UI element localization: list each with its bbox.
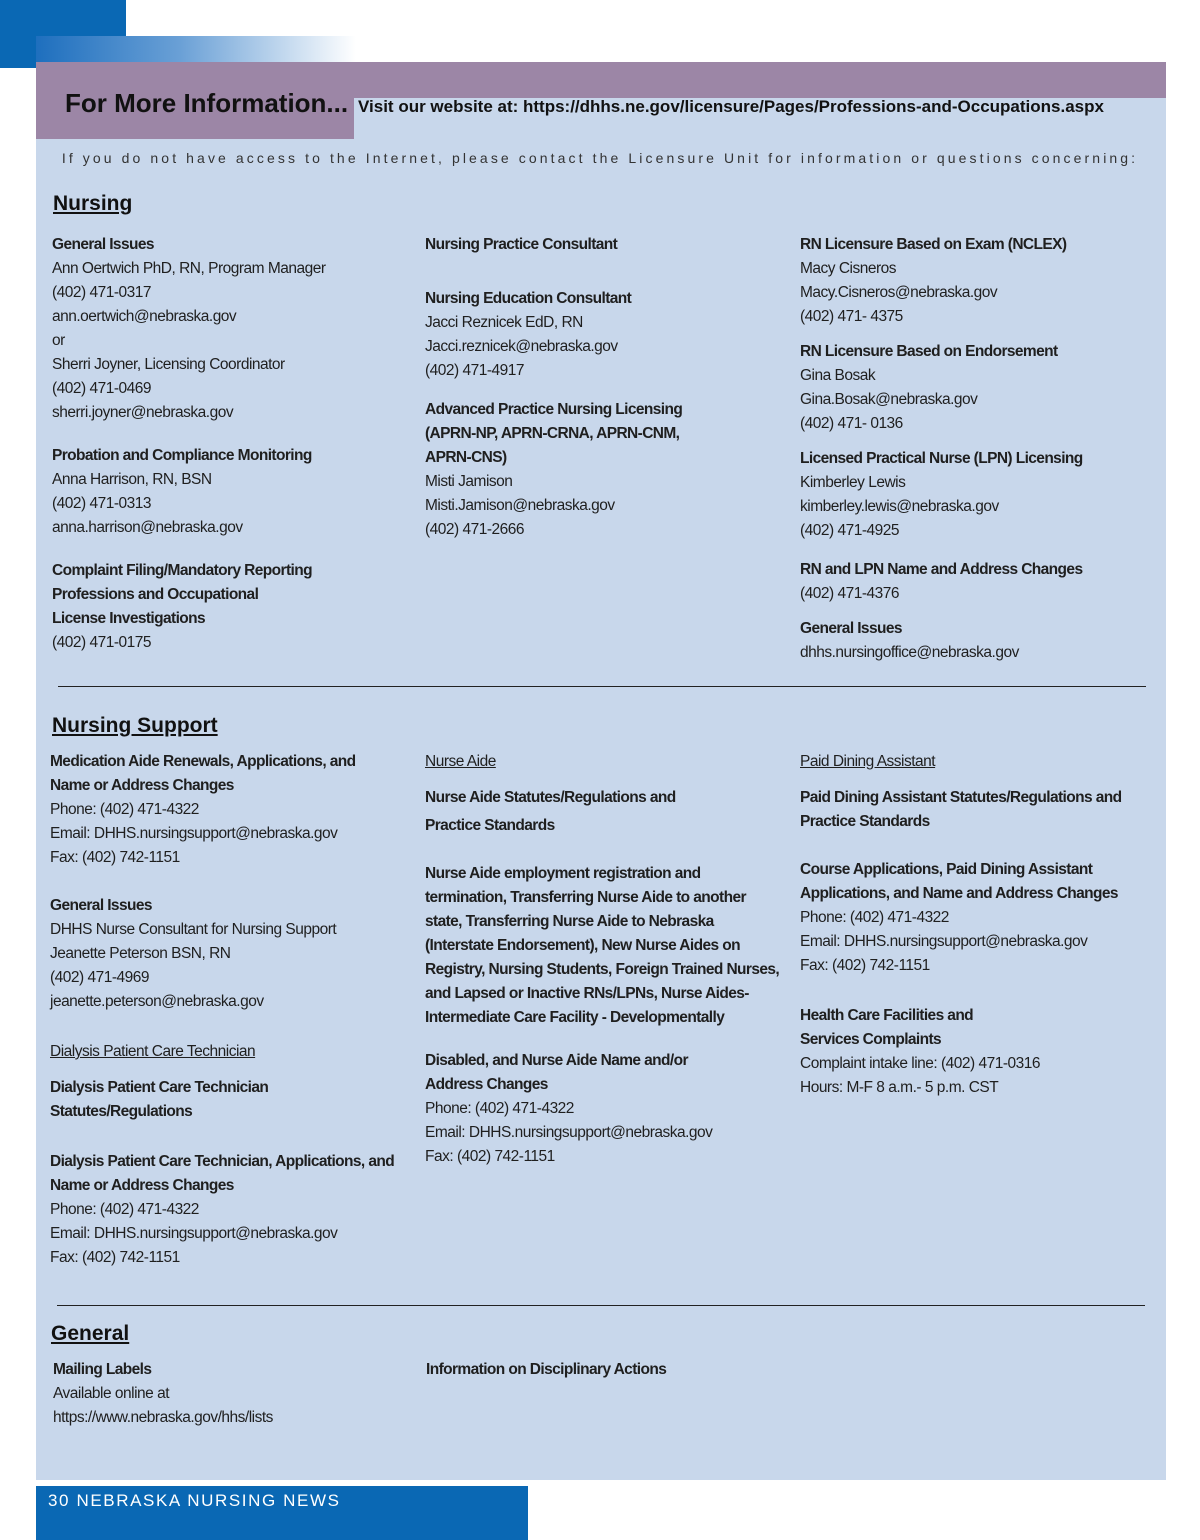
general-column-1 bbox=[53, 1358, 413, 1430]
contact-title: DHHS Nurse Consultant for Nursing Support bbox=[50, 921, 337, 938]
block-heading: Registry, Nursing Students, Foreign Trained Nurses, bbox=[425, 961, 780, 978]
block-heading: Applications, and Name and Address Changes bbox=[800, 885, 1118, 902]
contact-phone: Phone: (402) 471-4322 bbox=[50, 1201, 199, 1218]
office-hours: Hours: M-F 8 a.m.- 5 p.m. CST bbox=[800, 1079, 999, 1096]
contact-block-dialysis-statutes bbox=[50, 1076, 420, 1124]
contact-block-health-care-facilities bbox=[800, 1004, 1155, 1100]
general-column-2 bbox=[426, 1358, 786, 1382]
block-heading: Health Care Facilities and bbox=[800, 1007, 974, 1024]
block-heading: Address Changes bbox=[425, 1076, 548, 1093]
block-heading: General Issues bbox=[50, 897, 152, 914]
contact-email[interactable]: Email: DHHS.nursingsupport@nebraska.gov bbox=[800, 933, 1088, 950]
section-divider bbox=[58, 686, 1146, 687]
section-title-nursing: Nursing bbox=[53, 192, 133, 215]
section-title-nursing-support: Nursing Support bbox=[52, 714, 218, 737]
contact-email[interactable]: anna.harrison@nebraska.gov bbox=[52, 519, 243, 536]
contact-email[interactable]: Gina.Bosak@nebraska.gov bbox=[800, 391, 978, 408]
block-heading: Information on Disciplinary Actions bbox=[426, 1361, 667, 1378]
block-heading: Complaint Filing/Mandatory Reporting bbox=[52, 562, 312, 579]
section-divider bbox=[57, 1305, 1145, 1306]
block-heading: Mailing Labels bbox=[53, 1361, 152, 1378]
support-column-2 bbox=[425, 750, 790, 1169]
contact-block-aprn bbox=[425, 398, 785, 542]
support-column-1 bbox=[50, 750, 420, 1270]
contact-phone: Phone: (402) 471-4322 bbox=[425, 1100, 574, 1117]
block-heading: Intermediate Care Facility - Developmentally bbox=[425, 1009, 725, 1026]
contact-name: Kimberley Lewis bbox=[800, 474, 906, 491]
support-column-3 bbox=[800, 750, 1155, 1100]
nursing-column-2 bbox=[425, 233, 785, 542]
contact-phone: Phone: (402) 471-4322 bbox=[800, 909, 949, 926]
contact-fax: Fax: (402) 742-1151 bbox=[425, 1148, 555, 1165]
contact-email[interactable]: jeanette.peterson@nebraska.gov bbox=[50, 993, 264, 1010]
contact-note: If you do not have access to the Internet, please contact the Licensure Unit for information or questions concerning: bbox=[61, 150, 1139, 166]
block-heading: (Interstate Endorsement), New Nurse Aides on bbox=[425, 937, 740, 954]
block-heading: Medication Aide Renewals, Applications, and bbox=[50, 753, 356, 770]
contact-email[interactable]: Macy.Cisneros@nebraska.gov bbox=[800, 284, 998, 301]
contact-name: Anna Harrison, RN, BSN bbox=[52, 471, 212, 488]
or-text: or bbox=[52, 332, 65, 349]
contact-phone: (402) 471-4969 bbox=[50, 969, 149, 986]
contact-block-disciplinary-actions bbox=[426, 1358, 786, 1382]
contact-block-paid-dining-statutes bbox=[800, 786, 1155, 834]
paid-dining-subsection-title bbox=[800, 750, 1155, 774]
block-heading: License Investigations bbox=[52, 610, 206, 627]
contact-block-medication-aide bbox=[50, 750, 420, 870]
nursing-column-3 bbox=[800, 233, 1155, 665]
complaint-intake-line: Complaint intake line: (402) 471-0316 bbox=[800, 1055, 1040, 1072]
block-heading: Nursing Education Consultant bbox=[425, 290, 632, 307]
contact-block-general-issues bbox=[52, 233, 412, 425]
section-title-general: General bbox=[51, 1322, 130, 1345]
contact-phone: (402) 471-4376 bbox=[800, 585, 899, 602]
dialysis-subsection-title bbox=[50, 1040, 420, 1064]
block-heading: Dialysis Patient Care Technician, Applications, and bbox=[50, 1153, 395, 1170]
block-heading: Nurse Aide employment registration and bbox=[425, 865, 701, 882]
contact-email[interactable]: Misti.Jamison@nebraska.gov bbox=[425, 497, 615, 514]
footer-text bbox=[48, 1491, 341, 1511]
subsection-title: Nurse Aide bbox=[425, 753, 496, 770]
contact-block-probation bbox=[52, 444, 412, 540]
contact-fax: Fax: (402) 742-1151 bbox=[50, 849, 180, 866]
subsection-title: Dialysis Patient Care Technician bbox=[50, 1043, 256, 1060]
contact-block-practice-consultant bbox=[425, 233, 785, 257]
contact-phone: Phone: (402) 471-4322 bbox=[50, 801, 199, 818]
block-heading: Course Applications, Paid Dining Assistant bbox=[800, 861, 1093, 878]
contact-block-name-address-changes bbox=[800, 558, 1155, 606]
page-title: For More Information... bbox=[65, 88, 349, 118]
block-heading: General Issues bbox=[800, 620, 902, 637]
block-heading: RN Licensure Based on Exam (NCLEX) bbox=[800, 236, 1067, 253]
website-link[interactable]: Visit our website at: https://dhhs.ne.gov/licensure/Pages/Professions-and-Occupations.aspx bbox=[358, 97, 1104, 116]
contact-block-complaint bbox=[52, 559, 412, 655]
contact-block-general-issues bbox=[800, 617, 1155, 665]
contact-email[interactable]: Email: DHHS.nursingsupport@nebraska.gov bbox=[425, 1124, 713, 1141]
contact-email[interactable]: kimberley.lewis@nebraska.gov bbox=[800, 498, 999, 515]
block-heading: Name or Address Changes bbox=[50, 777, 234, 794]
contact-name: Jacci Reznicek EdD, RN bbox=[425, 314, 583, 331]
nursing-column-1 bbox=[52, 233, 412, 655]
contact-fax: Fax: (402) 742-1151 bbox=[50, 1249, 180, 1266]
block-heading: (APRN-NP, APRN-CRNA, APRN-CNM, bbox=[425, 425, 680, 442]
contact-fax: Fax: (402) 742-1151 bbox=[800, 957, 930, 974]
mailing-labels-note: Available online at bbox=[53, 1385, 170, 1402]
contact-phone: (402) 471-4917 bbox=[425, 362, 524, 379]
contact-phone: (402) 471-0469 bbox=[52, 380, 151, 397]
contact-phone: (402) 471-0175 bbox=[52, 634, 151, 651]
block-heading: and Lapsed or Inactive RNs/LPNs, Nurse Aides- bbox=[425, 985, 749, 1002]
contact-email[interactable]: Jacci.reznicek@nebraska.gov bbox=[425, 338, 618, 355]
contact-block-nurse-aide-changes bbox=[425, 1049, 790, 1169]
block-heading: Dialysis Patient Care Technician bbox=[50, 1079, 269, 1096]
contact-block-nurse-aide-statutes bbox=[425, 786, 790, 838]
block-heading: RN and LPN Name and Address Changes bbox=[800, 561, 1083, 578]
block-heading: Practice Standards bbox=[425, 817, 555, 834]
block-heading: Services Complaints bbox=[800, 1031, 942, 1048]
block-heading: Paid Dining Assistant Statutes/Regulations and bbox=[800, 789, 1122, 806]
contact-block-nurse-aide-employment bbox=[425, 862, 790, 1030]
block-heading: RN Licensure Based on Endorsement bbox=[800, 343, 1058, 360]
page-number: 30 bbox=[48, 1491, 71, 1510]
contact-phone: (402) 471-0317 bbox=[52, 284, 151, 301]
nurse-aide-subsection-title bbox=[425, 750, 790, 774]
contact-phone: (402) 471-4925 bbox=[800, 522, 899, 539]
contact-email[interactable]: ann.oertwich@nebraska.gov bbox=[52, 308, 237, 325]
contact-email[interactable]: Email: DHHS.nursingsupport@nebraska.gov bbox=[50, 1225, 338, 1242]
block-heading: APRN-CNS) bbox=[425, 449, 507, 466]
mailing-labels-link[interactable]: https://www.nebraska.gov/hhs/lists bbox=[53, 1409, 273, 1426]
block-heading: Probation and Compliance Monitoring bbox=[52, 447, 312, 464]
block-heading: Statutes/Regulations bbox=[50, 1103, 193, 1120]
contact-block-mailing-labels bbox=[53, 1358, 413, 1430]
contact-phone: (402) 471-2666 bbox=[425, 521, 524, 538]
block-heading: General Issues bbox=[52, 236, 154, 253]
contact-block-education-consultant bbox=[425, 287, 785, 383]
contact-name: Macy Cisneros bbox=[800, 260, 896, 277]
contact-email[interactable]: sherri.joyner@nebraska.gov bbox=[52, 404, 234, 421]
block-heading: Professions and Occupational bbox=[52, 586, 259, 603]
contact-email[interactable]: dhhs.nursingoffice@nebraska.gov bbox=[800, 644, 1019, 661]
contact-block-dialysis-applications bbox=[50, 1150, 420, 1270]
contact-block-endorsement bbox=[800, 340, 1155, 436]
contact-block-general-issues bbox=[50, 894, 420, 1014]
contact-name: Ann Oertwich PhD, RN, Program Manager bbox=[52, 260, 326, 277]
block-heading: state, Transferring Nurse Aide to Nebraska bbox=[425, 913, 714, 930]
contact-block-nclex bbox=[800, 233, 1155, 329]
contact-name: Gina Bosak bbox=[800, 367, 876, 384]
contact-name: Sherri Joyner, Licensing Coordinator bbox=[52, 356, 285, 373]
block-heading: termination, Transferring Nurse Aide to another bbox=[425, 889, 746, 906]
contact-phone: (402) 471- 4375 bbox=[800, 308, 903, 325]
contact-name: Jeanette Peterson BSN, RN bbox=[50, 945, 231, 962]
block-heading: Nurse Aide Statutes/Regulations and bbox=[425, 789, 676, 806]
block-heading: Name or Address Changes bbox=[50, 1177, 234, 1194]
contact-block-paid-dining-applications bbox=[800, 858, 1155, 978]
block-heading: Nursing Practice Consultant bbox=[425, 236, 618, 253]
publication-name: NEBRASKA NURSING NEWS bbox=[76, 1491, 341, 1510]
contact-phone: (402) 471-0313 bbox=[52, 495, 151, 512]
block-heading: Disabled, and Nurse Aide Name and/or bbox=[425, 1052, 688, 1069]
contact-email[interactable]: Email: DHHS.nursingsupport@nebraska.gov bbox=[50, 825, 338, 842]
subsection-title: Paid Dining Assistant bbox=[800, 753, 936, 770]
contact-name: Misti Jamison bbox=[425, 473, 513, 490]
block-heading: Practice Standards bbox=[800, 813, 930, 830]
contact-block-lpn bbox=[800, 447, 1155, 543]
block-heading: Advanced Practice Nursing Licensing bbox=[425, 401, 683, 418]
block-heading: Licensed Practical Nurse (LPN) Licensing bbox=[800, 450, 1083, 467]
contact-phone: (402) 471- 0136 bbox=[800, 415, 903, 432]
